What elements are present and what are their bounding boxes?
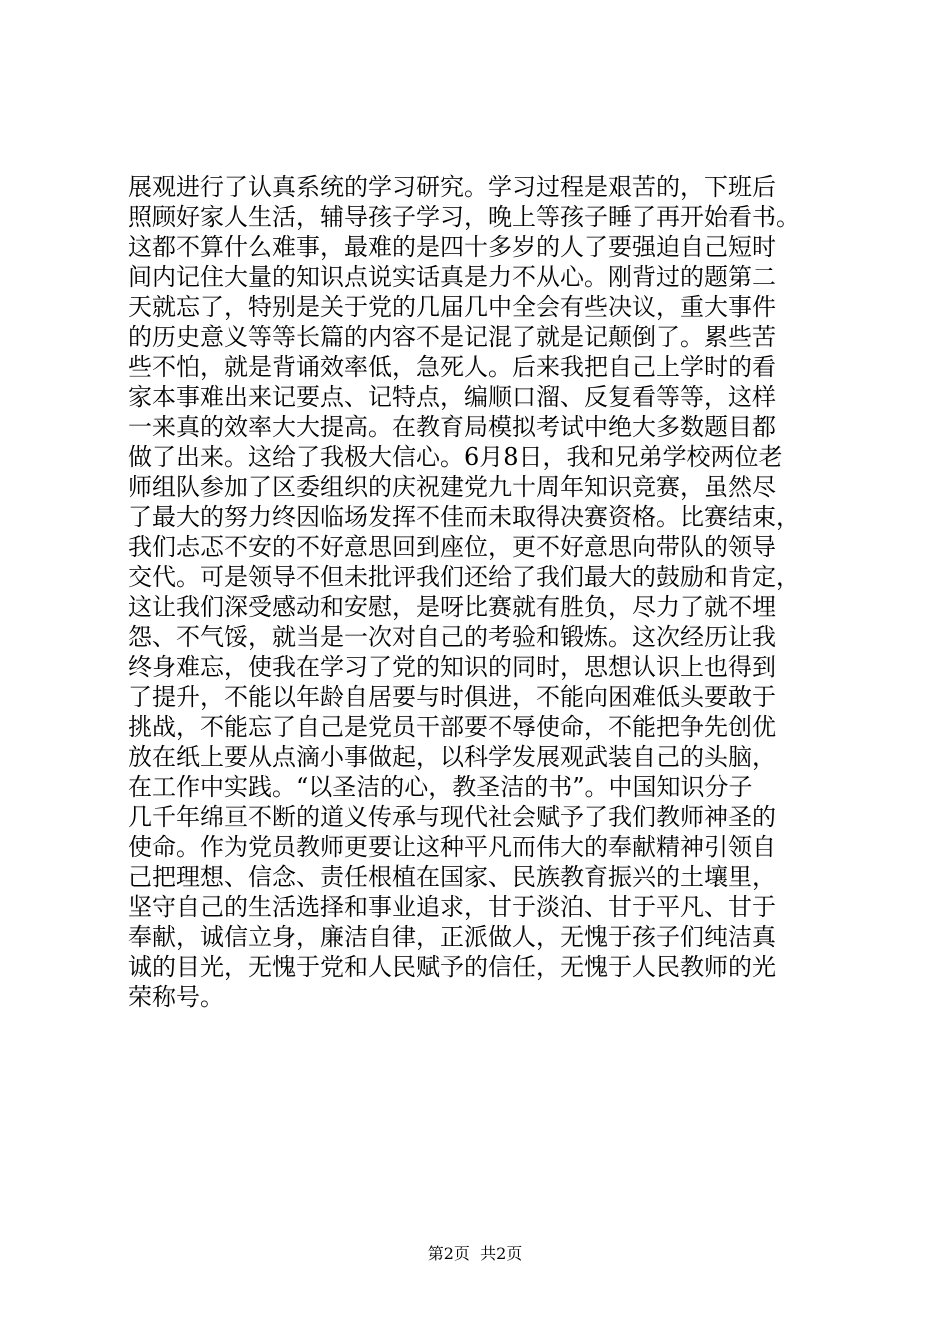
page-footer: 第2页 共2页 — [427, 1244, 523, 1263]
text-line: 师组队参加了区委组织的庆祝建党九十周年知识竞赛，虽然尽 — [128, 473, 776, 501]
text-line: 的历史意义等等长篇的内容不是记混了就是记颠倒了。累些苦 — [128, 323, 776, 351]
text-line: 这让我们深受感动和安慰，是呀比赛就有胜负，尽力了就不埋 — [128, 593, 776, 621]
text-line: 奉献，诚信立身，廉洁自律，正派做人，无愧于孩子们纯洁真 — [128, 923, 776, 951]
text-line: 荣称号。 — [128, 983, 224, 1011]
text-line: 怨、不气馁，就当是一次对自己的考验和锻炼。这次经历让我 — [128, 623, 776, 651]
text-line: 挑战，不能忘了自己是党员干部要不辱使命，不能把争先创优 — [128, 713, 776, 741]
text-line: 在工作中实践。“以圣洁的心，教圣洁的书”。中国知识分子 — [128, 773, 753, 801]
text-line: 这都不算什么难事，最难的是四十多岁的人了要强迫自己短时 — [128, 233, 776, 261]
text-line: 家本事难出来记要点、记特点，编顺口溜、反复看等等，这样 — [128, 383, 776, 411]
text-line: 己把理想、信念、责任根植在国家、民族教育振兴的土壤里， — [128, 863, 776, 891]
text-line: 些不怕，就是背诵效率低，急死人。后来我把自己上学时的看 — [128, 353, 776, 381]
text-line: 做了出来。这给了我极大信心。6月8日，我和兄弟学校两位老 — [128, 443, 783, 471]
text-line: 间内记住大量的知识点说实话真是力不从心。刚背过的题第二 — [128, 263, 776, 291]
text-line: 一来真的效率大大提高。在教育局模拟考试中绝大多数题目都 — [128, 413, 776, 441]
text-line: 我们忐忑不安的不好意思回到座位，更不好意思向带队的领导 — [128, 533, 776, 561]
text-line: 展观进行了认真系统的学习研究。学习过程是艰苦的，下班后 — [128, 173, 776, 201]
body-text — [128, 172, 828, 1012]
text-line: 了最大的努力终因临场发挥不佳而未取得决赛资格。比赛结束， — [128, 503, 800, 531]
text-line: 放在纸上要从点滴小事做起，以科学发展观武装自己的头脑， — [128, 743, 776, 771]
text-line: 使命。作为党员教师更要让这种平凡而伟大的奉献精神引领自 — [128, 833, 776, 861]
text-line: 诚的目光，无愧于党和人民赋予的信任，无愧于人民教师的光 — [128, 953, 776, 981]
text-line: 坚守自己的生活选择和事业追求，甘于淡泊、甘于平凡、甘于 — [128, 893, 776, 921]
text-line: 了提升，不能以年龄自居要与时俱进，不能向困难低头要敢于 — [128, 683, 776, 711]
text-line: 终身难忘，使我在学习了党的知识的同时，思想认识上也得到 — [128, 653, 776, 681]
text-line: 几千年绵亘不断的道义传承与现代社会赋予了我们教师神圣的 — [128, 803, 776, 831]
text-line: 照顾好家人生活，辅导孩子学习，晚上等孩子睡了再开始看书。 — [128, 203, 800, 231]
text-line: 天就忘了，特别是关于党的几届几中全会有些决议，重大事件 — [128, 293, 776, 321]
text-line: 交代。可是领导不但未批评我们还给了我们最大的鼓励和肯定， — [128, 563, 800, 591]
